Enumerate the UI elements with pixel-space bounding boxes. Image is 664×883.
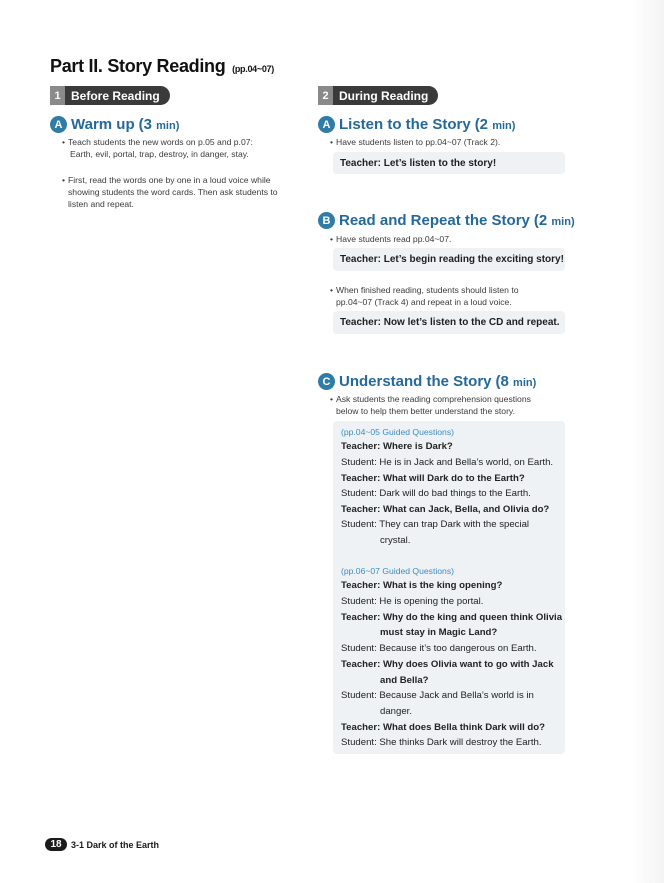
teacher-question-cont: must stay in Magic Land? (380, 627, 498, 638)
section-during-reading (318, 86, 438, 105)
heading-time: (2 min) (474, 116, 516, 133)
section-label: Before Reading (65, 86, 170, 105)
step-badge: A (50, 116, 67, 133)
student-answer: Student: Because it’s too dangerous on Earth. (341, 643, 537, 654)
teacher-line: Teacher: Let’s begin reading the exciting story! (340, 254, 564, 265)
read-repeat-heading (318, 212, 575, 229)
student-answer-cont: danger. (380, 706, 413, 717)
warm-up-heading (50, 116, 179, 133)
listen-heading (318, 116, 515, 133)
read-repeat-bullet-2: • When finished reading, students should listen to pp.04~07 (Track 4) and repeat in a loud voice. (330, 285, 519, 307)
step-badge: C (318, 373, 335, 390)
teacher-question: Teacher: Where is Dark? (341, 441, 453, 452)
student-answer: Student: She thinks Dark will destroy the Earth. (341, 737, 542, 748)
student-answer-cont: crystal. (380, 535, 411, 546)
student-answer: Student: Because Jack and Bella’s world is in (341, 690, 534, 701)
student-answer: Student: Dark will do bad things to the Earth. (341, 488, 531, 499)
teacher-question: Teacher: What is the king opening? (341, 580, 503, 591)
teacher-line: Teacher: Let’s listen to the story! (340, 157, 497, 169)
section-before-reading (50, 86, 170, 105)
understand-heading (318, 373, 536, 390)
warm-up-bullet-2: • First, read the words one by one in a loud voice while showing students the word cards. Then ask students to listen and repeat. (62, 175, 278, 209)
student-answer: Student: He is in Jack and Bella’s world, on Earth. (341, 457, 554, 468)
heading-time: (2 min) (533, 212, 575, 229)
teacher-question: Teacher: What will Dark do to the Earth? (341, 473, 525, 484)
student-answer: Student: They can trap Dark with the special (341, 519, 530, 530)
read-repeat-bullet: • Have students read pp.04~07. (330, 234, 452, 244)
heading-title: Warm up (71, 116, 135, 133)
page-title-pages: (pp.04~07) (232, 64, 274, 74)
section-number: 1 (50, 86, 65, 105)
step-badge: A (318, 116, 335, 133)
heading-time: (8 min) (495, 373, 537, 390)
warm-up-bullet-1: • Teach students the new words on p.05 and p.07: Earth, evil, portal, trap, destroy, in danger, stay. (62, 137, 253, 159)
teacher-question-cont: and Bella? (380, 675, 429, 686)
heading-title: Read and Repeat the Story (339, 212, 530, 229)
guided-questions-label: (pp.06~07 Guided Questions) (341, 566, 454, 576)
teacher-question: Teacher: What does Bella think Dark will do? (341, 722, 545, 733)
student-answer: Student: He is opening the portal. (341, 596, 484, 607)
page-footer (45, 838, 159, 851)
page-edge-shadow (630, 0, 664, 883)
heading-title: Listen to the Story (339, 116, 471, 133)
page-title (50, 56, 274, 77)
step-badge: B (318, 212, 335, 229)
listen-teacher-box (333, 152, 565, 174)
teacher-question: Teacher: Why does Olivia want to go with Jack (341, 659, 554, 670)
guided-questions-label: (pp.04~05 Guided Questions) (341, 427, 454, 437)
understand-bullet: • Ask students the reading comprehension questions below to help them better understand the story. (330, 394, 531, 416)
teacher-question: Teacher: Why do the king and queen think Olivia (341, 612, 563, 623)
section-number: 2 (318, 86, 333, 105)
read-repeat-teacher-box (333, 248, 565, 271)
section-label: During Reading (333, 86, 438, 105)
listen-bullet: • Have students listen to pp.04~07 (Track 2). (330, 137, 501, 147)
heading-title: Understand the Story (339, 373, 492, 390)
teacher-question: Teacher: What can Jack, Bella, and Olivia do? (341, 504, 550, 515)
page-title-main: Part II. Story Reading (50, 56, 226, 76)
heading-time: (3 min) (138, 116, 180, 133)
footer-title: 3-1 Dark of the Earth (71, 839, 160, 850)
teacher-line: Teacher: Now let’s listen to the CD and repeat. (340, 317, 560, 328)
page-number-badge: 18 (45, 838, 67, 851)
read-repeat-teacher-box-2 (333, 311, 565, 334)
guided-questions-box (333, 421, 565, 754)
